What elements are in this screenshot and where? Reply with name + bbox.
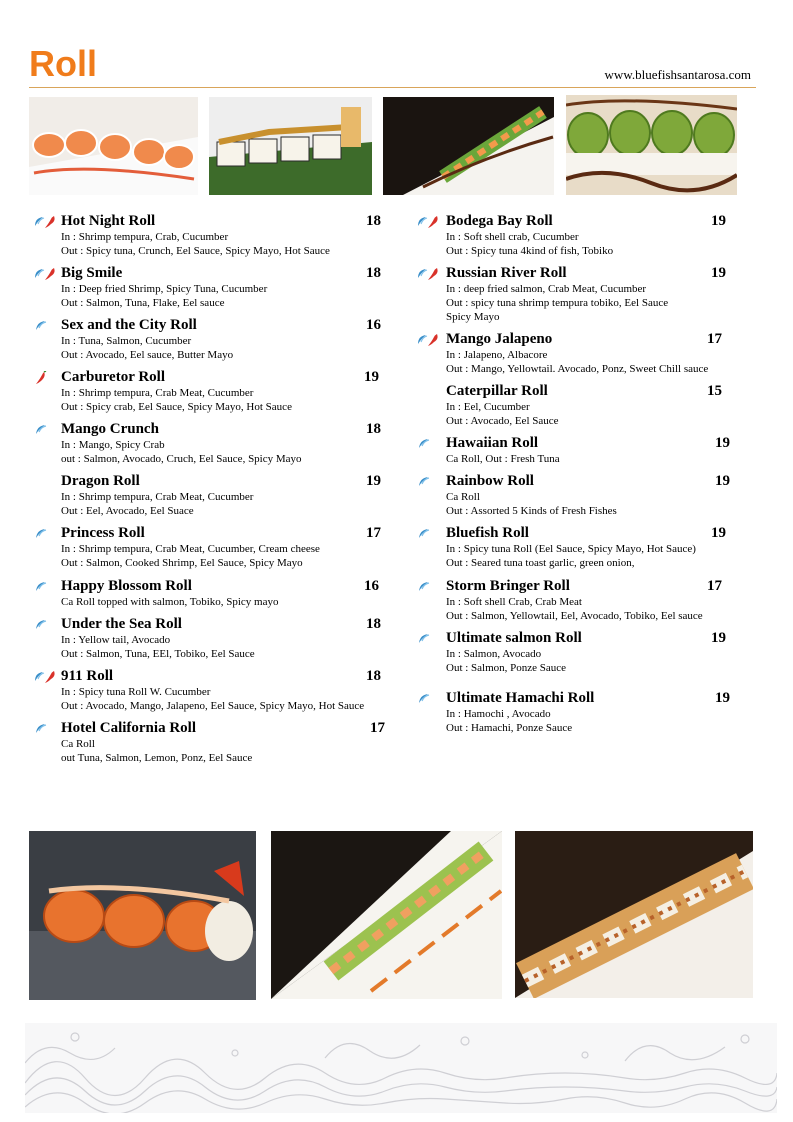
spicy-icon-double xyxy=(34,215,56,229)
spicy-icon-double xyxy=(34,267,56,281)
description-line: In : Shrimp tempura, Crab Meat, Cucumber, Cream cheese xyxy=(61,543,320,555)
description-line: out Tuna, Salmon, Lemon, Ponz, Eel Sauce xyxy=(61,752,253,764)
fish-icon xyxy=(417,692,439,706)
description-line: Ca Roll, Out : Fresh Tuna xyxy=(446,453,560,465)
description-line: In : Spicy tuna Roll (Eel Sauce, Spicy Mayo, Hot Sauce) xyxy=(446,543,696,555)
menu-item-description xyxy=(446,282,668,324)
description-line: In : Eel, Cucumber xyxy=(446,401,530,413)
header-divider xyxy=(29,87,756,88)
menu-item-name: Mango Crunch xyxy=(61,421,159,437)
description-line: Out : spicy tuna shrimp tempura tobiko, Eel Sauce xyxy=(446,297,669,309)
menu-item-name: Hot Night Roll xyxy=(61,213,156,229)
description-line: Out : Seared tuna toast garlic, green onion, xyxy=(446,557,635,569)
sushi-photo-eel-sauce-roll xyxy=(383,97,554,195)
description-line: out : Salmon, Avocado, Cruch, Eel Sauce, Spicy Mayo xyxy=(61,453,302,465)
description-line: Ca Roll xyxy=(446,491,480,503)
sushi-photo-shrimp-tempura-platter xyxy=(29,831,256,1000)
menu-item-description xyxy=(446,542,696,570)
description-line: In : Salmon, Avocado xyxy=(446,648,542,660)
fish-icon xyxy=(34,580,56,594)
fish-icon xyxy=(417,632,439,646)
menu-item-price: 18 xyxy=(366,421,381,437)
description-line: In : Mango, Spicy Crab xyxy=(61,439,165,451)
description-line: Out : Avocado, Mango, Jalapeno, Eel Sauce, Spicy Mayo, Hot Sauce xyxy=(61,700,365,712)
menu-item-name: Carburetor Roll xyxy=(61,369,166,385)
menu-item-price: 16 xyxy=(366,317,381,333)
menu-item-price: 17 xyxy=(707,331,722,347)
fish-icon xyxy=(34,319,56,333)
description-line: Out : Spicy tuna 4kind of fish, Tobiko xyxy=(446,245,614,257)
menu-item-price: 19 xyxy=(711,265,726,281)
menu-item-name: Ultimate Hamachi Roll xyxy=(446,690,595,706)
sushi-photo-tempura-roll xyxy=(209,97,372,195)
description-line: In : Tuna, Salmon, Cucumber xyxy=(61,335,192,347)
menu-item-description xyxy=(446,707,572,735)
menu-item-price: 19 xyxy=(715,435,730,451)
menu-item-name: Hotel California Roll xyxy=(61,720,196,736)
menu-item-name: Ultimate salmon Roll xyxy=(446,630,582,646)
menu-item-description xyxy=(61,542,320,570)
description-line: In : Spicy tuna Roll W. Cucumber xyxy=(61,686,211,698)
menu-item-price: 19 xyxy=(366,473,381,489)
description-line: Out : Salmon, Ponze Sauce xyxy=(446,662,567,674)
menu-item-description xyxy=(446,452,560,466)
menu-item-price: 17 xyxy=(707,578,722,594)
menu-item-price: 15 xyxy=(707,383,722,399)
menu-item-description xyxy=(446,490,617,518)
menu-item-description xyxy=(61,595,279,609)
menu-item-description xyxy=(446,230,613,258)
spicy-icon-double xyxy=(34,670,56,684)
menu-item-name: Bodega Bay Roll xyxy=(446,213,553,229)
spicy-icon-double xyxy=(417,267,439,281)
menu-item-price: 17 xyxy=(370,720,385,736)
spicy-icon-chili xyxy=(34,371,56,385)
description-line: In : Shrimp tempura, Crab Meat, Cucumber xyxy=(61,491,254,503)
menu-item-name: 911 Roll xyxy=(61,668,114,684)
menu-item-name: Under the Sea Roll xyxy=(61,616,182,632)
fish-icon xyxy=(417,475,439,489)
menu-item-name: Storm Bringer Roll xyxy=(446,578,570,594)
sushi-photo-avocado-eel-roll xyxy=(271,831,502,999)
description-line: In : Shrimp tempura, Crab, Cucumber xyxy=(61,231,229,243)
menu-item-description xyxy=(446,647,566,675)
description-line: In : Jalapeno, Albacore xyxy=(446,349,548,361)
menu-item-name: Rainbow Roll xyxy=(446,473,534,489)
menu-item-name: Hawaiian Roll xyxy=(446,435,539,451)
description-line: Out : Assorted 5 Kinds of Fresh Fishes xyxy=(446,505,617,517)
description-line: Out : Hamachi, Ponze Sauce xyxy=(446,722,573,734)
spicy-icon-double xyxy=(417,215,439,229)
menu-item-description xyxy=(446,400,559,428)
fish-icon xyxy=(417,437,439,451)
fish-icon xyxy=(34,423,56,437)
sushi-photo-crunch-roll xyxy=(515,831,753,998)
description-line: Out : Avocado, Eel Sauce xyxy=(446,415,559,427)
menu-item-price: 19 xyxy=(715,690,730,706)
description-line: Out : Salmon, Tuna, EEl, Tobiko, Eel Sauce xyxy=(61,648,255,660)
description-line: In : Shrimp tempura, Crab Meat, Cucumber xyxy=(61,387,254,399)
menu-item-name: Big Smile xyxy=(61,265,123,281)
menu-item-description xyxy=(61,490,253,518)
menu-item-description xyxy=(61,633,255,661)
sushi-photo-salmon-roll xyxy=(29,97,198,195)
menu-item-description xyxy=(446,595,703,623)
menu-item-price: 18 xyxy=(366,616,381,632)
description-line: Out : Avocado, Eel sauce, Butter Mayo xyxy=(61,349,234,361)
menu-item-price: 19 xyxy=(715,473,730,489)
fish-icon xyxy=(34,722,56,736)
description-line: In : Hamochi , Avocado xyxy=(446,708,551,720)
sushi-photo-avocado-roll xyxy=(566,95,737,195)
menu-item-name: Dragon Roll xyxy=(61,473,140,489)
fish-icon xyxy=(417,580,439,594)
description-line: In : Soft shell Crab, Crab Meat xyxy=(446,596,582,608)
description-line: In : Deep fried Shrimp, Spicy Tuna, Cucumber xyxy=(61,283,268,295)
menu-item-name: Sex and the City Roll xyxy=(61,317,197,333)
menu-item-price: 16 xyxy=(364,578,379,594)
menu-item-name: Happy Blossom Roll xyxy=(61,578,192,594)
fish-icon xyxy=(34,527,56,541)
menu-item-price: 19 xyxy=(364,369,379,385)
menu-item-price: 19 xyxy=(711,525,726,541)
menu-item-name: Caterpillar Roll xyxy=(446,383,548,399)
description-line: Out : Salmon, Cooked Shrimp, Eel Sauce, Spicy Mayo xyxy=(61,557,303,569)
page-title: Roll xyxy=(29,43,97,84)
spicy-icon-double xyxy=(417,333,439,347)
menu-item-name: Mango Jalapeno xyxy=(446,331,553,347)
menu-item-description xyxy=(61,386,292,414)
description-line: Ca Roll xyxy=(61,738,95,750)
menu-item-price: 17 xyxy=(366,525,381,541)
menu-item-name: Bluefish Roll xyxy=(446,525,529,541)
menu-item-description xyxy=(61,334,233,362)
description-line: Out : Eel, Avocado, Eel Suace xyxy=(61,505,194,517)
description-line: In : Soft shell crab, Cucumber xyxy=(446,231,579,243)
menu-item-price: 19 xyxy=(711,630,726,646)
menu-item-description xyxy=(61,438,302,466)
menu-item-description xyxy=(61,282,267,310)
menu-item-price: 19 xyxy=(711,213,726,229)
description-line: Out : Mango, Yellowtail. Avocado, Ponz, Sweet Chill sauce xyxy=(446,363,709,375)
menu-item-description xyxy=(61,685,364,713)
fish-icon xyxy=(34,618,56,632)
menu-item-name: Princess Roll xyxy=(61,525,145,541)
fish-icon xyxy=(417,527,439,541)
description-line: Out : Salmon, Yellowtail, Eel, Avocado, Tobiko, Eel sauce xyxy=(446,610,703,622)
menu-item-name: Russian River Roll xyxy=(446,265,567,281)
website-url[interactable]: www.bluefishsantarosa.com xyxy=(604,67,751,82)
menu-item-description xyxy=(446,348,708,376)
description-line: Spicy Mayo xyxy=(446,311,500,323)
menu-item-description xyxy=(61,230,330,258)
description-line: In : Yellow tail, Avocado xyxy=(61,634,171,646)
description-line: Out : Spicy tuna, Crunch, Eel Sauce, Spicy Mayo, Hot Sauce xyxy=(61,245,330,257)
menu-item-price: 18 xyxy=(366,265,381,281)
menu-item-price: 18 xyxy=(366,213,381,229)
description-line: In : deep fried salmon, Crab Meat, Cucumber xyxy=(446,283,647,295)
description-line: Ca Roll topped with salmon, Tobiko, Spicy mayo xyxy=(61,596,279,608)
description-line: Out : Salmon, Tuna, Flake, Eel sauce xyxy=(61,297,225,309)
wave-pattern-footer xyxy=(25,1023,777,1113)
menu-item-description xyxy=(61,737,252,765)
description-line: Out : Spicy crab, Eel Sauce, Spicy Mayo, Hot Sauce xyxy=(61,401,292,413)
menu-item-price: 18 xyxy=(366,668,381,684)
